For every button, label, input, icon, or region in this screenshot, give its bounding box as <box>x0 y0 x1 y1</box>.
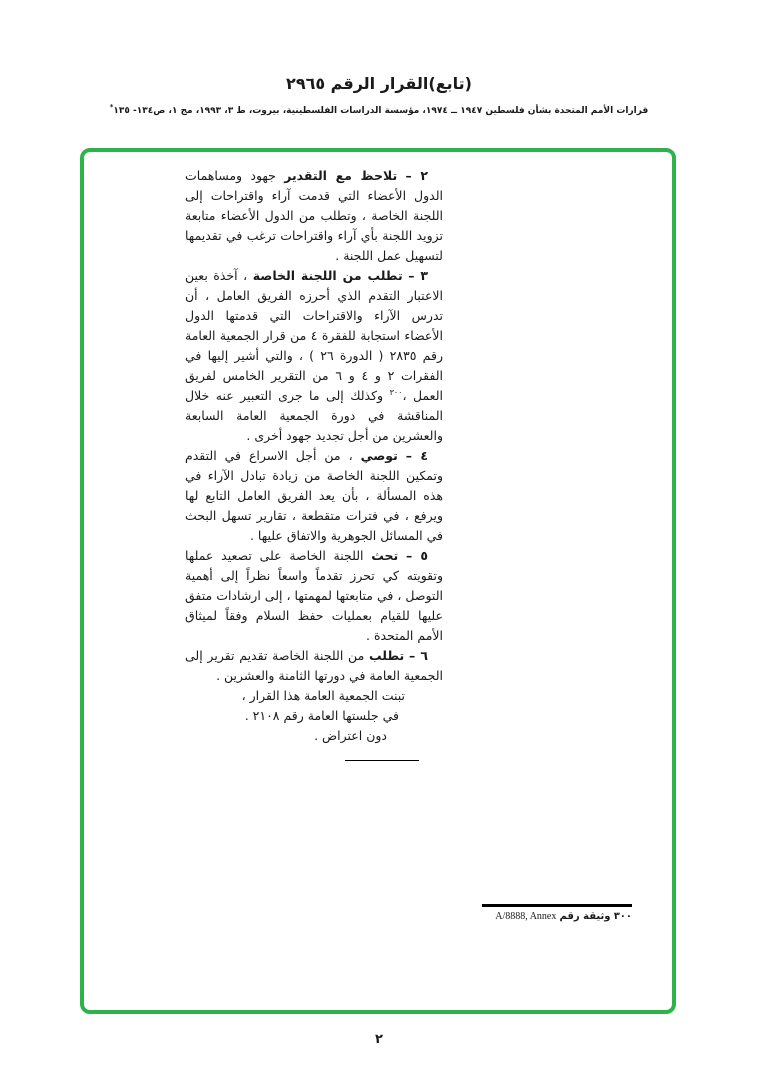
footnote-reference: ٣٠٠ <box>389 387 403 397</box>
paragraph-number: ٤ – <box>405 448 428 463</box>
paragraph-number: ٢ – <box>405 168 428 183</box>
paragraph-text: اللجنة الخاصة على تصعيد عملها وتقويته كي تحرز تقدماً واسعاً نظراً إلى أهمية التوصل ، في متابعتها لمهمتها ، إلى ارشادات متفق عليها للقيام بعمليات حفظ السلام وفقاً لميثاق الأمم المتحدة . <box>185 548 443 643</box>
citation-text: قرارات الأمم المتحدة بشأن فلسطين ١٩٤٧ ــ ١٩٧٤، مؤسسة الدراسات الفلسطينية، بيروت، ط ٣، ١٩٩٣، مج ١، ص١٣٤- ١٣٥ <box>113 106 649 116</box>
resolution-body <box>185 166 443 761</box>
footnote-label: وثيقة رقم <box>559 910 611 922</box>
paragraph-6 <box>185 646 443 686</box>
paragraph-lead: توصي <box>360 448 398 463</box>
citation-footnote-mark: * <box>109 103 114 111</box>
paragraph-number: ٦ – <box>409 648 429 663</box>
footnote-number: ٣٠٠ <box>613 910 632 922</box>
paragraph-text: ، آخذة بعين الاعتبار التقدم الذي أحرزه الفريق العامل ، أن تدرس الآراء والاقتراحات التي قدمتها الدول الأعضاء استجابة للفقرة ٤ من قرار الجمعية العامة رقم ٢٨٣٥ ( الدورة ٢٦ ) ، والتي أشير إليها في الفقرات ٢ و ٤ و ٦ من التقرير الخامس لفريق العمل ، <box>185 268 444 403</box>
paragraph-lead: تطلب <box>369 648 405 663</box>
source-citation <box>0 103 758 116</box>
footnote-block <box>482 904 632 922</box>
footnote-document-ref: A/8888, Annex <box>495 910 557 922</box>
page-title <box>0 74 758 93</box>
paragraph-text: من اللجنة الخاصة تقديم تقرير إلى الجمعية العامة في دورتها الثامنة والعشرين . <box>185 648 443 683</box>
adoption-line: تبنت الجمعية العامة هذا القرار ، <box>241 688 405 703</box>
paragraph-2 <box>185 166 443 266</box>
paragraph-lead: تحث <box>371 548 399 563</box>
no-objection-line: دون اعتراض . <box>314 728 387 743</box>
session-line: في جلستها العامة رقم ٢١٠٨ . <box>244 708 399 723</box>
footnote-text <box>482 911 632 922</box>
paragraph-5 <box>185 546 443 646</box>
paragraph-4 <box>185 446 443 546</box>
paragraph-text: جهود ومساهمات الدول الأعضاء التي قدمت آراء واقتراحات إلى اللجنة الخاصة ، وتطلب من الدول الأعضاء متابعة تزويد اللجنة بأي آراء واقتراحات ترغب في تقديمها لتسهيل عمل اللجنة . <box>185 168 443 263</box>
page-number: ٢ <box>375 1032 383 1047</box>
paragraph-text-continued: وكذلك إلى ما جرى التعبير عنه خلال المناقشة في دورة الجمعية العامة السابعة والعشرين من أجل تجديد جهود أخرى . <box>185 388 443 443</box>
paragraph-3 <box>185 266 443 446</box>
paragraph-lead: تلاحظ مع التقدير <box>284 168 398 183</box>
paragraph-number: ٥ – <box>405 548 428 563</box>
resolution-title: (تابع)القرار الرقم ٢٩٦٥ <box>286 74 472 93</box>
green-border-frame <box>80 148 676 1014</box>
footnote-rule <box>482 904 632 907</box>
paragraph-text: ، من أجل الاسراع في التقدم وتمكين اللجنة الخاصة من زيادة تبادل الآراء في هذه المسألة ، بأن يعد الفريق العامل التابع لها ويرفع ، في فترات متقطعة ، تقارير تسهل البحث في المسائل الجوهرية والاتفاق عليها . <box>185 448 443 543</box>
end-rule <box>345 760 419 761</box>
paragraph-number: ٣ – <box>408 268 428 283</box>
paragraph-lead: تطلب من اللجنة الخاصة <box>252 268 403 283</box>
